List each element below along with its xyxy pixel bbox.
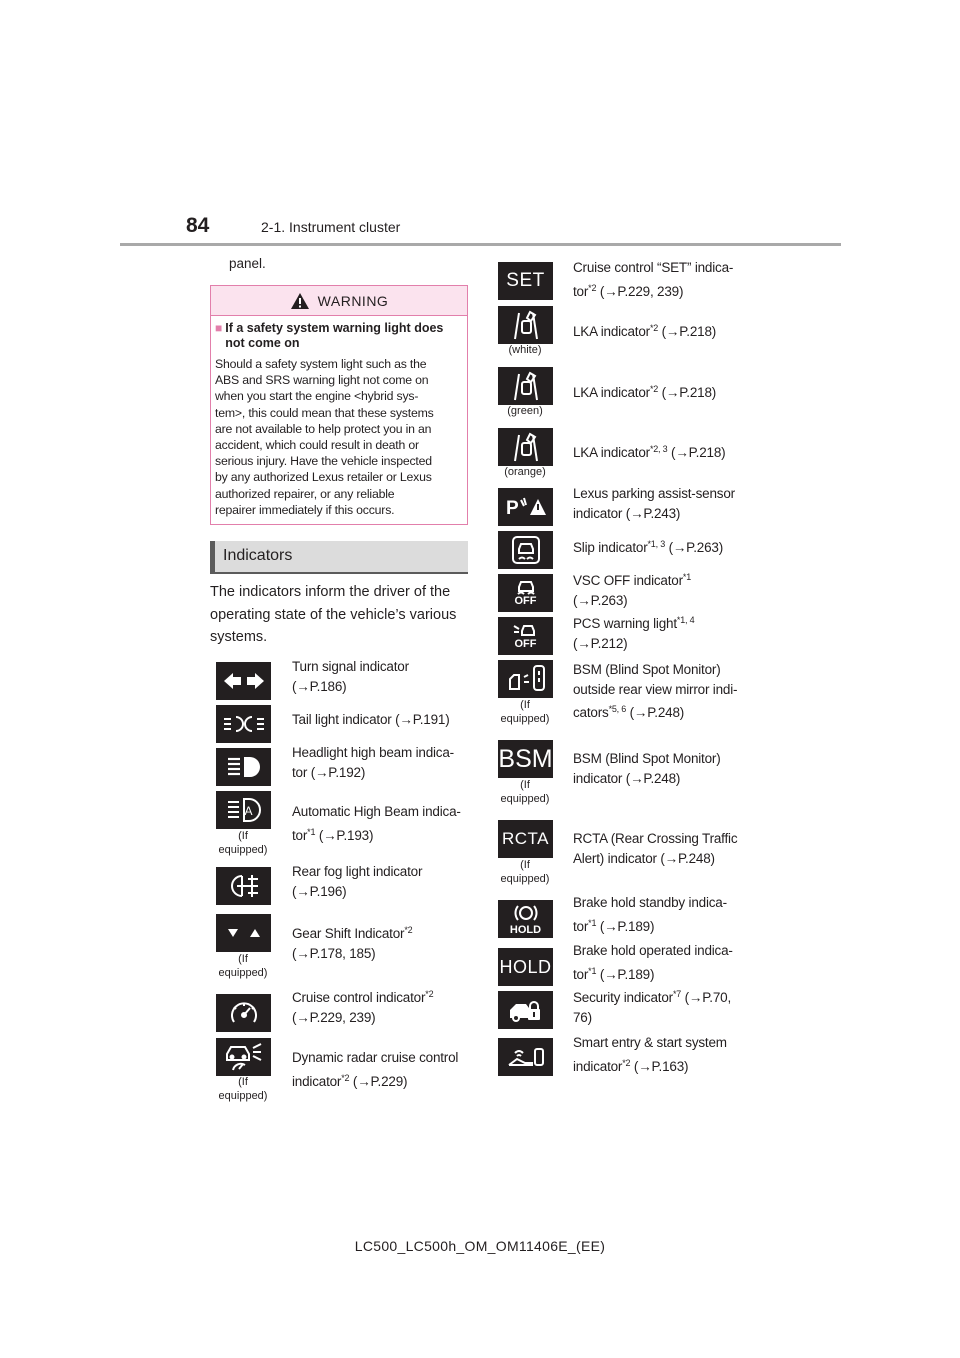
auto-high-beam-label: Automatic High Beam indica- tor$^{*1}$ (→P.193) bbox=[292, 804, 461, 843]
warning-line: are not available to help protect you in an bbox=[215, 421, 432, 436]
rcta-label: RCTA (Rear Crossing Traffic Alert) indicator (→P.248) bbox=[573, 831, 738, 866]
tail-light-icon bbox=[216, 705, 271, 743]
off-label: OFF bbox=[514, 595, 537, 607]
warning-line: tem>, this could mean that these systems bbox=[215, 405, 434, 420]
indicators-intro bbox=[210, 581, 472, 649]
cruise-control-label: Cruise control indicator$^{*2}$ (→P.229, 239) bbox=[292, 989, 434, 1025]
warning-line: Should a safety system light such as the bbox=[215, 357, 427, 371]
equipped-note: (If equipped) bbox=[218, 830, 268, 856]
section-title: 2-1. Instrument cluster bbox=[261, 219, 401, 235]
security-icon bbox=[498, 991, 553, 1029]
warning-line: ABS and SRS warning light not come on bbox=[215, 373, 429, 388]
equipped-note: (If equipped) bbox=[218, 953, 268, 979]
brake-hold-standby-label: Brake hold standby indica- tor$^{*1}$ (→P.189) bbox=[573, 895, 727, 934]
page-number: 84 bbox=[186, 214, 210, 237]
lka-orange-label: LKA indicator$^{*2, 3}$ (→P.218) bbox=[573, 444, 726, 460]
svg-text:P: P bbox=[505, 498, 519, 519]
brake-hold-operated-label: Brake hold operated indica- tor$^{*1}$ (→P.189) bbox=[573, 943, 733, 982]
turn-signal-label: Turn signal indicator (→P.186) bbox=[292, 659, 409, 694]
indicators-heading: Indicators bbox=[210, 541, 468, 574]
warning-box bbox=[210, 285, 468, 525]
warning-line: authorized repairer, or any reliable bbox=[215, 486, 395, 501]
color-note: (orange) bbox=[504, 466, 546, 478]
rear-fog-icon bbox=[216, 867, 271, 905]
brake-hold-operated-icon: HOLD bbox=[498, 948, 553, 986]
equipped-note: (If equipped) bbox=[500, 779, 550, 805]
slip-icon bbox=[498, 531, 553, 569]
vsc-off-label: VSC OFF indicator$^{*1}$ (→P.263) bbox=[573, 572, 691, 608]
warning-subtitle-line: If a safety system warning light does bbox=[225, 321, 444, 335]
warning-line: when you start the engine <hybrid sys- bbox=[215, 389, 419, 404]
rcta-icon: RCTA bbox=[498, 820, 553, 858]
warning-triangle-icon bbox=[290, 292, 310, 310]
intro-line: The indicators inform the driver of the bbox=[210, 584, 451, 600]
turn-signal-icon bbox=[216, 662, 271, 700]
color-note: (white) bbox=[508, 344, 542, 356]
warning-line: repairer immediately if this occurs. bbox=[215, 502, 395, 517]
bsm-icon: BSM bbox=[498, 740, 553, 778]
radar-cruise-icon bbox=[216, 1038, 271, 1076]
lka-green-label: LKA indicator$^{*2}$ (→P.218) bbox=[573, 384, 717, 400]
vsc-off-icon bbox=[498, 574, 553, 612]
radar-cruise-label: Dynamic radar cruise control indicator$^{*2}$ (→P.229) bbox=[292, 1050, 459, 1089]
tail-light-label: Tail light indicator (→P.191) bbox=[292, 712, 450, 727]
warning-subtitle-line: not come on bbox=[225, 336, 300, 350]
lka-orange-icon bbox=[498, 428, 553, 466]
equipped-note: (If equipped) bbox=[500, 699, 550, 725]
parking-sensor-label: Lexus parking assist-sensor indicator (→P.243) bbox=[573, 486, 735, 521]
warning-line: serious injury. Have the vehicle inspected bbox=[215, 454, 432, 469]
high-beam-label: Headlight high beam indica- tor (→P.192) bbox=[292, 745, 454, 780]
brake-hold-standby-icon bbox=[498, 900, 553, 938]
slip-label: Slip indicator$^{*1, 3}$ (→P.263) bbox=[573, 539, 723, 555]
document-code: LC500_LC500h_OM_OM11406E_(EE) bbox=[354, 1238, 606, 1254]
bsm-mirror-icon bbox=[498, 660, 553, 698]
smart-entry-icon bbox=[498, 1038, 553, 1076]
auto-high-beam-icon bbox=[216, 791, 271, 829]
parking-sensor-icon bbox=[498, 488, 553, 526]
off-label: OFF bbox=[514, 638, 537, 650]
equipped-note: (If equipped) bbox=[500, 859, 550, 885]
warning-line: by any authorized Lexus retailer or Lexus bbox=[215, 470, 432, 485]
svg-text:A: A bbox=[244, 804, 253, 818]
security-label: Security indicator$^{*7}$ (→P.70, 76) bbox=[573, 989, 731, 1025]
warning-header bbox=[211, 286, 467, 316]
gear-shift-icon bbox=[216, 914, 271, 952]
equipped-note: (If equipped) bbox=[218, 1076, 268, 1102]
warning-line: accident, which could result in death or bbox=[215, 438, 419, 453]
warning-body bbox=[211, 351, 467, 518]
lka-white-label: LKA indicator$^{*2}$ (→P.218) bbox=[573, 323, 717, 339]
color-note: (green) bbox=[507, 405, 543, 417]
hold-label: HOLD bbox=[509, 924, 542, 936]
lka-white-icon bbox=[498, 306, 553, 344]
cruise-set-label: Cruise control “SET” indica- tor$^{*2}$ (→P.229, 239) bbox=[573, 260, 734, 299]
intro-line: systems. bbox=[210, 629, 268, 645]
high-beam-icon bbox=[216, 748, 271, 786]
header-rule bbox=[120, 243, 841, 246]
cruise-set-icon: SET bbox=[498, 262, 553, 300]
rear-fog-label: Rear fog light indicator (→P.196) bbox=[292, 864, 423, 899]
pcs-icon bbox=[498, 617, 553, 655]
bsm-label: BSM (Blind Spot Monitor) indicator (→P.248) bbox=[573, 751, 721, 786]
warning-subtitle bbox=[211, 316, 467, 351]
pcs-label: PCS warning light$^{*1, 4}$ (→P.212) bbox=[573, 615, 695, 651]
square-bullet-icon: ■ bbox=[215, 321, 223, 335]
bsm-mirror-label: BSM (Blind Spot Monitor) outside rear view mirror indi- cators$^{*5, 6}$ (→P.248) bbox=[573, 662, 738, 720]
cruise-control-icon bbox=[216, 994, 271, 1032]
lka-green-icon bbox=[498, 367, 553, 405]
smart-entry-label: Smart entry & start system indicator$^{*2}$ (→P.163) bbox=[573, 1035, 727, 1074]
gear-shift-label: Gear Shift Indicator$^{*2}$ (→P.178, 185) bbox=[292, 925, 413, 961]
intro-line: operating state of the vehicle’s various bbox=[210, 606, 457, 623]
continued-text: panel. bbox=[229, 256, 266, 271]
warning-title: WARNING bbox=[317, 292, 389, 309]
